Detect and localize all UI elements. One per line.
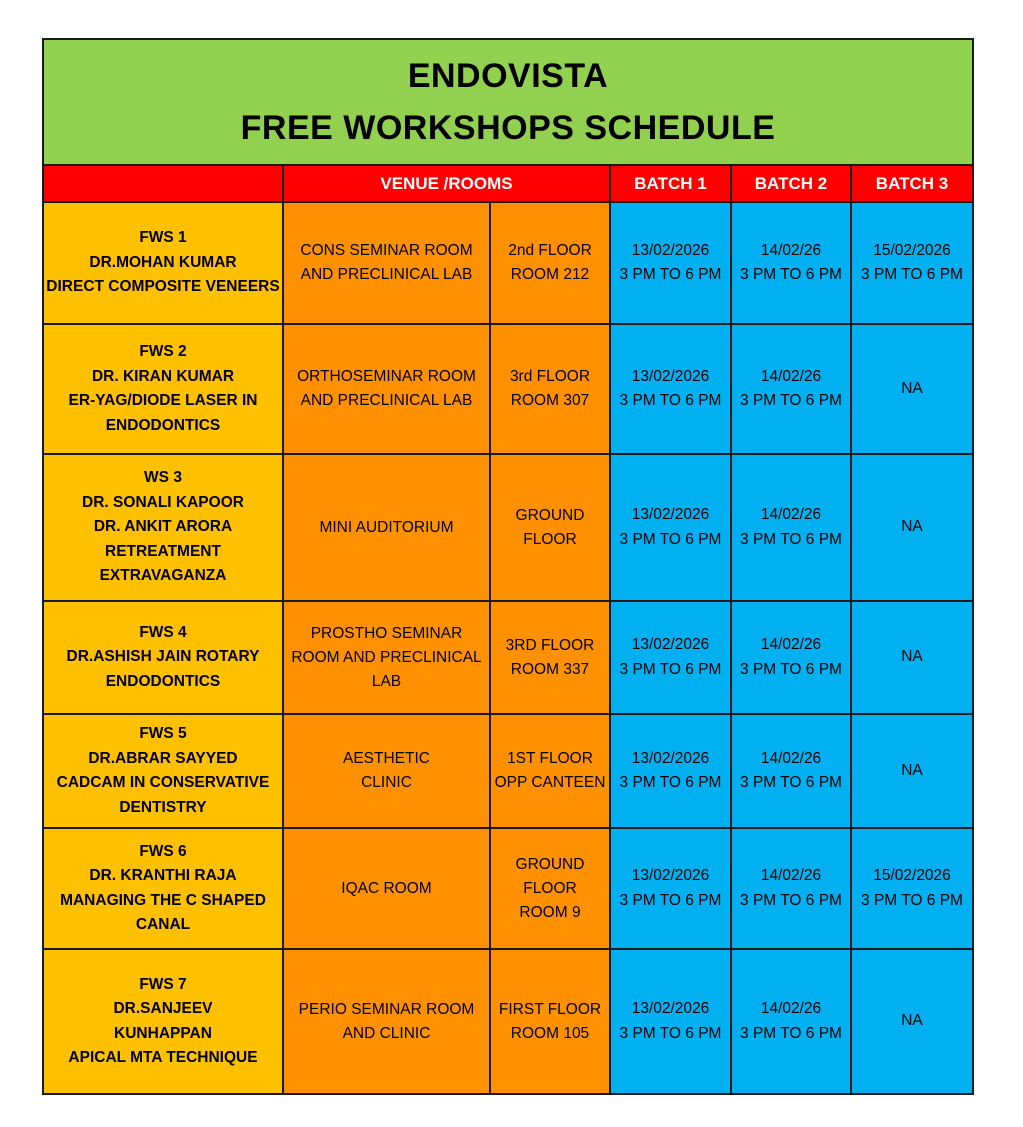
cell-line: ENDODONTICS [105, 416, 221, 434]
room-label: PERIO SEMINAR ROOM AND CLINIC [298, 1000, 475, 1042]
cell-line: ROOM 337 [510, 660, 590, 678]
cell-line: CANAL [135, 916, 191, 933]
cell-line: ROOM 105 [510, 1024, 590, 1042]
cell-line: 3 PM TO 6 PM [619, 891, 722, 909]
cell-line: OPP CANTEEN [494, 774, 606, 791]
cell-line: 15/02/2026 [873, 241, 951, 259]
table-row [43, 202, 973, 324]
cell-line: 14/02/26 [760, 1000, 822, 1017]
cell-line: 2nd FLOOR [508, 242, 592, 259]
batch-2-cell [731, 714, 851, 828]
cell-line: DENTISTRY [119, 798, 207, 816]
batch-2-cell [731, 601, 851, 714]
batch-1-cell [610, 324, 731, 454]
cell-line: 3 PM TO 6 PM [619, 660, 722, 678]
cell-line: 3 PM TO 6 PM [740, 774, 842, 791]
cell-line: WS 3 [144, 469, 182, 487]
batch-1-cell [610, 454, 731, 601]
batch-3-cell [851, 714, 973, 828]
batch-3-cell [851, 601, 973, 714]
table-row [43, 714, 973, 828]
cell-line: 14/02/26 [760, 241, 822, 259]
cell-line: 3 PM TO 6 PM [861, 266, 963, 283]
batch-2-cell [731, 949, 851, 1094]
cell-line: 3 PM TO 6 PM [740, 392, 842, 409]
cell-line: 15/02/2026 [873, 867, 951, 884]
batch-3-cell [851, 324, 973, 454]
header-blank [43, 165, 283, 202]
batch-2-cell [731, 202, 851, 324]
batch-2-cell [731, 828, 851, 949]
workshop-cell [43, 324, 283, 454]
room-label: CONS SEMINAR ROOM AND PRECLINICAL LAB [300, 242, 473, 283]
room-cell [283, 324, 490, 454]
cell-line: 13/02/2026 [631, 367, 710, 385]
batch-1-cell [610, 828, 731, 949]
cell-line: 14/02/26 [760, 867, 822, 884]
cell-line: FIRST FLOOR [498, 1000, 602, 1018]
table-row [43, 324, 973, 454]
schedule-title [43, 39, 973, 165]
cell-line: 13/02/2026 [631, 636, 710, 653]
header-row [43, 165, 973, 202]
cell-line: FLOOR [523, 530, 577, 548]
room-cell [283, 714, 490, 828]
cell-line: 3rd FLOOR [509, 368, 591, 385]
cell-line: DIRECT COMPOSITE VENEERS [46, 278, 280, 296]
batch-1-cell [610, 601, 731, 714]
batch-3-cell [851, 454, 973, 601]
workshop-schedule-table [42, 38, 974, 1095]
cell-line: 13/02/2026 [631, 1000, 710, 1017]
floor-cell [490, 454, 610, 601]
floor-cell [490, 714, 610, 828]
cell-line: ROOM 307 [510, 392, 590, 409]
cell-line: FWS 6 [139, 842, 187, 860]
room-cell [283, 454, 490, 601]
cell-line: APICAL MTA TECHNIQUE [68, 1049, 258, 1066]
cell-line: 14/02/26 [760, 749, 822, 767]
batch-2-cell [731, 324, 851, 454]
floor-cell [490, 202, 610, 324]
cell-line: KUNHAPPAN [114, 1024, 212, 1042]
header-batch-3: BATCH 3 [851, 165, 973, 202]
cell-line: ROOM 212 [510, 266, 590, 283]
header-batch-2: BATCH 2 [731, 165, 851, 202]
cell-line: DR.ASHISH JAIN ROTARY [66, 648, 260, 666]
cell-line: RETREATMENT [105, 542, 221, 560]
cell-line: 3 PM TO 6 PM [740, 660, 842, 678]
cell-line: 3 PM TO 6 PM [619, 392, 722, 409]
cell-line: 3 PM TO 6 PM [619, 530, 722, 548]
workshop-cell [43, 202, 283, 324]
cell-line: 13/02/2026 [631, 749, 710, 767]
table-row [43, 454, 973, 601]
cell-line: EXTRAVAGANZA [99, 567, 227, 585]
cell-line: ER-YAG/DIODE LASER IN [68, 392, 258, 409]
title-line-2: FREE WORKSHOPS SCHEDULE [240, 109, 776, 147]
cell-line: 3 PM TO 6 PM [619, 774, 722, 791]
floor-cell [490, 949, 610, 1094]
cell-line: 3 PM TO 6 PM [740, 1024, 842, 1042]
room-label: ORTHOSEMINAR ROOM AND PRECLINICAL LAB [297, 368, 476, 409]
cell-line: 14/02/26 [760, 506, 822, 523]
cell-line: ENDODONTICS [105, 672, 221, 690]
room-cell [283, 601, 490, 714]
cell-line: NA [901, 379, 923, 397]
cell-line: DR. ANKIT ARORA [93, 518, 233, 536]
room-cell [283, 949, 490, 1094]
room-label: PROSTHO SEMINAR ROOM AND PRECLINICAL LAB [291, 624, 482, 690]
cell-line: FWS 5 [139, 725, 187, 742]
batch-1-cell [610, 202, 731, 324]
header-venue: VENUE /ROOMS [283, 165, 610, 202]
table-row [43, 601, 973, 714]
title-row [43, 39, 973, 165]
floor-cell [490, 324, 610, 454]
header-batch-1: BATCH 1 [610, 165, 731, 202]
workshop-cell [43, 714, 283, 828]
cell-line: GROUND [515, 506, 585, 524]
workshop-cell [43, 454, 283, 601]
cell-line: DR. SONALI KAPOOR [82, 493, 244, 511]
workshop-cell [43, 601, 283, 714]
cell-line: 3 PM TO 6 PM [619, 1024, 722, 1042]
batch-3-cell [851, 949, 973, 1094]
title-line-1: ENDOVISTA [407, 57, 609, 95]
floor-cell [490, 601, 610, 714]
cell-line: 13/02/2026 [631, 506, 710, 523]
cell-line: 3RD FLOOR [505, 636, 595, 654]
cell-line: 3 PM TO 6 PM [740, 266, 842, 283]
cell-line: MANAGING THE C SHAPED [60, 891, 266, 909]
room-cell [283, 828, 490, 949]
cell-line: 13/02/2026 [631, 241, 710, 259]
table-row [43, 949, 973, 1094]
cell-line: NA [901, 648, 923, 666]
workshop-cell [43, 949, 283, 1094]
cell-line: 14/02/26 [760, 367, 822, 385]
cell-line: FWS 7 [139, 975, 187, 993]
cell-line: 3 PM TO 6 PM [740, 891, 842, 909]
room-label: MINI AUDITORIUM [319, 518, 454, 536]
cell-line: DR.MOHAN KUMAR [89, 253, 237, 271]
room-label: IQAC ROOM [341, 879, 432, 897]
cell-line: 14/02/26 [760, 636, 822, 653]
cell-line: DR. KIRAN KUMAR [91, 367, 235, 385]
cell-line: CADCAM IN CONSERVATIVE [56, 774, 270, 791]
batch-1-cell [610, 714, 731, 828]
batch-3-cell [851, 202, 973, 324]
cell-line: 3 PM TO 6 PM [619, 266, 722, 283]
cell-line: 13/02/2026 [631, 867, 710, 884]
table-row [43, 828, 973, 949]
batch-2-cell [731, 454, 851, 601]
batch-3-cell [851, 828, 973, 949]
cell-line: 3 PM TO 6 PM [861, 891, 963, 909]
room-label: AESTHETIC CLINIC [343, 750, 430, 791]
workshop-cell [43, 828, 283, 949]
cell-line: FWS 4 [139, 623, 187, 641]
cell-line: GROUND [515, 855, 585, 873]
cell-line: FWS 2 [139, 343, 187, 360]
cell-line: NA [901, 761, 923, 779]
batch-1-cell [610, 949, 731, 1094]
cell-line: 1ST FLOOR [507, 750, 593, 767]
cell-line: DR.SANJEEV [113, 1000, 213, 1017]
cell-line: NA [901, 1012, 923, 1030]
cell-line: DR. KRANTHI RAJA [89, 867, 237, 884]
cell-line: 3 PM TO 6 PM [740, 530, 842, 548]
floor-cell [490, 828, 610, 949]
cell-line: FWS 1 [139, 229, 187, 247]
cell-line: NA [901, 518, 923, 536]
cell-line: FLOOR [523, 879, 577, 897]
room-cell [283, 202, 490, 324]
cell-line: DR.ABRAR SAYYED [88, 749, 238, 767]
cell-line: ROOM 9 [519, 903, 581, 921]
